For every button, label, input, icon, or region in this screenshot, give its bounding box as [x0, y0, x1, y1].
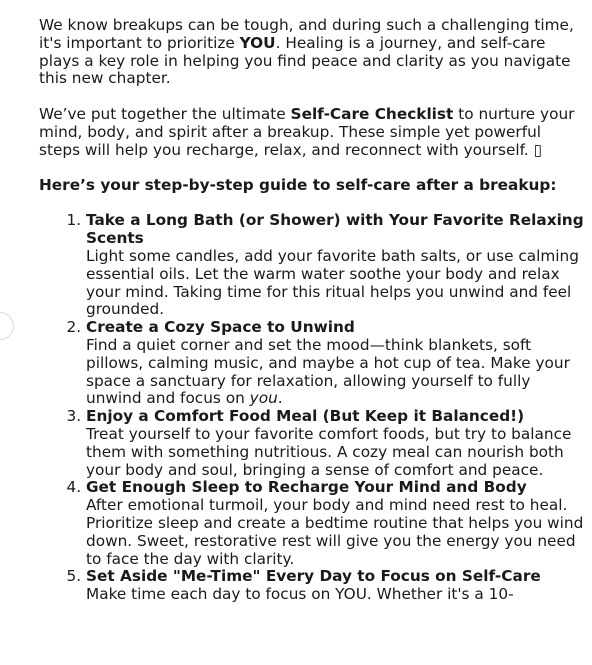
guide-heading: Here’s your step-by-step guide to self-care after a breakup: — [39, 175, 557, 194]
item-description-emphasis: you — [249, 389, 278, 408]
list-item — [86, 408, 584, 479]
intro-text: to nurture your mind, body, and spirit after a breakup. These simple yet powerful steps will help you recharge, relax, and reconnect with yourself. ▯ — [39, 105, 575, 159]
intro-paragraph-1 — [39, 17, 584, 88]
checklist-emphasis: Self-Care Checklist — [290, 105, 454, 124]
item-description-text: Find a quiet corner and set the mood—think blankets, soft pillows, calming music, and maybe a hot cup of tea. Make your space a sanctuary for relaxation, allowing yourself to fully unwind and focus on — [86, 335, 570, 408]
list-item — [86, 479, 584, 568]
intro-paragraph-2 — [39, 106, 584, 159]
scroll-edge-handle[interactable] — [0, 312, 14, 340]
list-item — [86, 212, 584, 319]
item-description: Treat yourself to your favorite comfort foods, but try to balance them with something nutritious. A cozy meal can nourish both your body and soul, bringing a sense of comfort and peace. — [86, 424, 572, 479]
intro-emphasis: YOU — [239, 33, 276, 52]
item-description-text: . — [277, 389, 283, 408]
list-item — [86, 319, 584, 408]
item-title: 2. Create a Cozy Space to Unwind — [86, 318, 355, 337]
item-title: 1. Take a Long Bath (or Shower) with Your Favorite Relaxing Scents — [86, 211, 584, 248]
intro-text: We’ve put together the ultimate — [39, 105, 291, 124]
item-title: 3. Enjoy a Comfort Food Meal (But Keep it Balanced!) — [86, 407, 525, 426]
intro-text: We know breakups can be tough, and during such a challenging time, it's important to prioritize — [39, 16, 574, 52]
item-description: Light some candles, add your favorite bath salts, or use calming essential oils. Let the warm water soothe your body and relax your mind. Taking time for this ritual helps you unwind and feel grounded. — [86, 246, 579, 319]
self-care-list — [39, 212, 584, 604]
item-title: 4. Get Enough Sleep to Recharge Your Mind and Body — [86, 478, 527, 497]
item-title: 5. Set Aside "Me-Time" Every Day to Focus on Self-Care — [86, 567, 541, 586]
list-item — [86, 568, 584, 604]
item-description: Make time each day to focus on YOU. Whether it's a 10- — [86, 585, 514, 604]
intro-text: . Healing is a journey, and self-care plays a key role in helping you find peace and clarity as you navigate this new chapter. — [39, 33, 571, 88]
item-description: After emotional turmoil, your body and mind need rest to heal. Prioritize sleep and create a bedtime routine that helps you wind down. Sweet, restorative rest will give you the energy you need to face the day with clarity. — [86, 496, 584, 568]
article-body — [39, 17, 584, 604]
item-description — [86, 337, 584, 408]
